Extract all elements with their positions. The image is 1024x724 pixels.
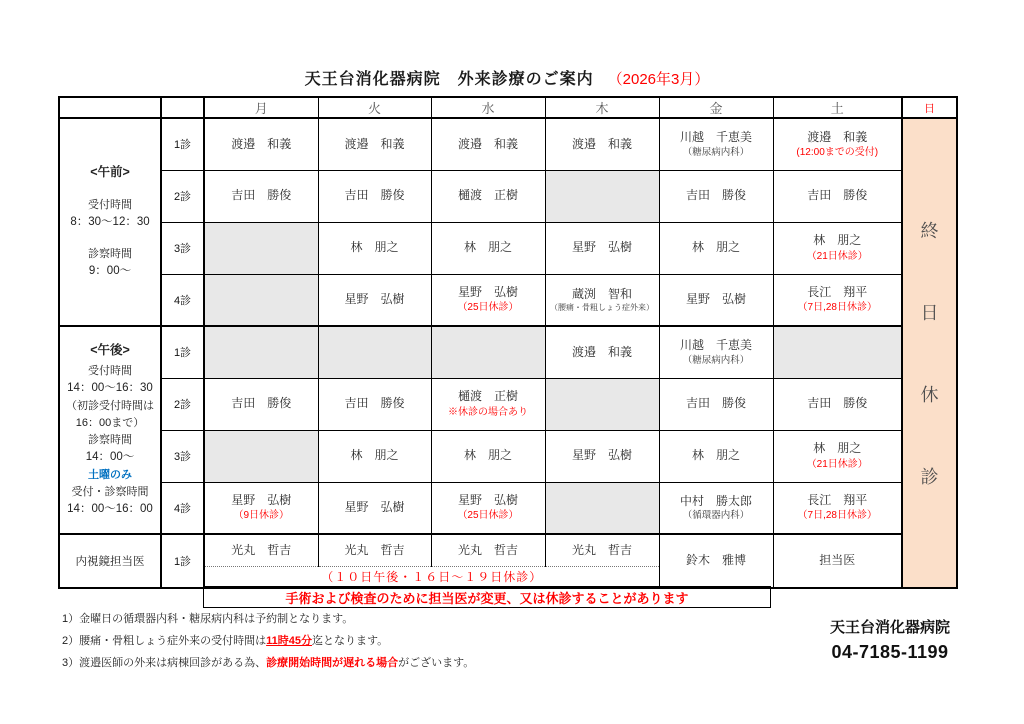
doctor-name: 光丸 哲吉 [571,542,632,557]
afternoon-saturday-only-label: 土曜のみ [88,468,132,481]
day-header-mon: 月 [204,97,318,118]
doctor-name: 林 朋之 [463,448,512,463]
doctor-name: 林 朋之 [350,448,399,463]
phone-number: 04-7185-1199 [831,642,949,662]
doctor-name: 長江 翔平 [807,493,868,508]
doctor-name: 中村 勝太郎 [679,493,752,508]
dept-note: （糖尿病内科） [682,146,750,158]
doctor-name: 林 朋之 [350,240,399,255]
dept-note: （糖尿病内科） [682,354,750,366]
doctor-name: 吉田 勝俊 [685,188,746,203]
empty-cell [545,482,659,534]
schedule-cell [545,118,659,170]
schedule-cell [431,430,545,482]
doctor-name: 吉田 勝俊 [685,396,746,411]
doctor-name: 星野 弘樹 [231,493,292,508]
doctor-name: 星野 弘樹 [571,448,632,463]
day-header-tue: 火 [318,97,431,118]
schedule-cell [318,534,431,566]
empty-cell [204,274,318,326]
doctor-name: 渡邉 和義 [571,136,632,151]
empty-cell [545,378,659,430]
footnote-3-highlight: 診療開始時間が遅れる場合 [266,657,399,669]
header-empty-label [59,97,161,118]
footnote-2 [62,630,474,652]
doctor-name: 吉田 勝俊 [807,188,868,203]
footnote-3-text: がございます。 [398,657,475,669]
doctor-name: 星野 弘樹 [457,493,518,508]
afternoon-info-line: 14：00～16：00 [67,502,153,515]
doctor-name: 林 朋之 [463,240,512,255]
afternoon-info-line: 16：00まで） [75,416,145,429]
doctor-name: 渡邉 和義 [571,344,632,359]
schedule-cell [773,274,902,326]
schedule-cell [431,378,545,430]
afternoon-info-line: （初診受付時間は [66,399,154,412]
slot-label: 4診 [161,482,204,534]
doctor-name: 鈴木 雅博 [685,553,746,568]
endoscopy-subnote: （１０日午後・１６日～１９日休診） [204,566,659,588]
footnotes [62,608,474,674]
doctor-name: 星野 弘樹 [457,285,518,300]
schedule-cell [318,430,431,482]
schedule-cell [659,534,773,588]
schedule-cell [545,534,659,566]
footnote-3-text: 3）渡邉医師の外来は病棟回診がある為、 [62,657,267,669]
day-header-sun: 日 [902,97,957,118]
afternoon-info-cell [59,326,161,534]
slot-label: 1診 [161,118,204,170]
hospital-name: 天王台消化器病院 [829,619,950,636]
doctor-name: 川越 千恵美 [679,338,752,353]
afternoon-info-line: 14：00～16：30 [67,381,153,394]
closed-note: （7日,28日休診） [797,510,877,522]
footer-contact [800,616,980,663]
slot-label: 3診 [161,430,204,482]
schedule-cell [545,222,659,274]
footnote-3 [62,652,474,674]
schedule-cell [204,378,318,430]
footnote-2-text: 2）腰痛・骨粗しょう症外来の受付時間は [62,635,267,647]
schedule-cell [659,378,773,430]
afternoon-info-line: 診察時間 [88,433,132,446]
schedule-cell [545,274,659,326]
closed-note: (12:00までの受付) [796,146,879,158]
doctor-name: 渡邉 和義 [807,129,868,144]
sunday-closed-cell [902,118,957,588]
slot-label: 1診 [161,534,204,588]
slot-label: 4診 [161,274,204,326]
morning-info-line: 受付時間 [88,198,132,211]
schedule-cell [204,534,318,566]
doctor-name: 林 朋之 [691,240,740,255]
sunday-closed-char: 診 [920,467,939,487]
doctor-name: 長江 翔平 [807,285,868,300]
schedule-cell [204,482,318,534]
afternoon-info-line: 受付時間 [88,364,132,377]
schedule-cell [773,482,902,534]
schedule-cell [318,378,431,430]
schedule-cell [659,326,773,378]
schedule-cell [773,170,902,222]
schedule-cell [773,378,902,430]
schedule-cell [545,430,659,482]
page-title [58,66,956,89]
sunday-closed-char: 休 [920,385,939,405]
closed-note: （25日休診） [457,510,519,522]
schedule-cell [431,222,545,274]
slot-label: 1診 [161,326,204,378]
schedule-cell [659,274,773,326]
afternoon-info-line: 受付・診察時間 [71,485,149,498]
doctor-name: 蔵渕 智和 [571,286,632,301]
schedule-cell [545,326,659,378]
slot-label: 3診 [161,222,204,274]
empty-cell [545,170,659,222]
doctor-name: 樋渡 正樹 [457,389,518,404]
schedule-cell [204,118,318,170]
surgery-change-notice: 手術および検査のために担当医が変更、又は休診することがあります [285,590,689,606]
schedule-cell [431,482,545,534]
doctor-name: 光丸 哲吉 [231,542,292,557]
afternoon-info-line: 14：00～ [85,450,135,463]
schedule-cell [773,430,902,482]
doctor-name: 吉田 勝俊 [231,396,292,411]
schedule-cell [773,534,902,588]
doctor-name: 光丸 哲吉 [344,542,405,557]
closed-note: （7日,28日休診） [797,302,877,314]
closed-note: （25日休診） [457,302,519,314]
footnote-2-text: 迄となります。 [312,635,389,647]
schedule-cell [659,118,773,170]
schedule-cell [659,170,773,222]
afternoon-header: <午後> [90,343,130,358]
schedule-cell [318,482,431,534]
empty-cell [431,326,545,378]
doctor-name: 担当医 [819,553,856,568]
doctor-name: 吉田 勝俊 [344,396,405,411]
morning-info-cell [59,118,161,326]
schedule-table [58,96,958,589]
day-header-fri: 金 [659,97,773,118]
schedule-cell [773,118,902,170]
doctor-name: 吉田 勝俊 [807,396,868,411]
morning-header: <午前> [90,165,130,180]
sunday-closed-char: 終 [920,221,939,241]
schedule-cell [204,170,318,222]
doctor-name: 林 朋之 [813,441,862,456]
schedule-cell [431,118,545,170]
doctor-name: 吉田 勝俊 [231,188,292,203]
schedule-cell [318,274,431,326]
morning-info-line: 8：30～12：30 [70,215,150,228]
doctor-name: 星野 弘樹 [685,292,746,307]
morning-info-line: 9：00～ [88,264,132,277]
title-period: （2026年3月） [607,71,710,88]
closed-note: （21日休診） [806,458,868,470]
day-header-thu: 木 [545,97,659,118]
doctor-name: 川越 千恵美 [679,130,752,145]
footnote-2-highlight: 11時45分 [266,635,312,647]
header-empty-slot [161,97,204,118]
endoscopy-label: 内視鏡担当医 [59,534,161,588]
doctor-name: 渡邉 和義 [457,136,518,151]
surgery-change-notice-box [203,586,771,608]
schedule-cell [318,170,431,222]
footnote-1: 1）金曜日の循環器内科・糖尿病内科は予約制となります。 [62,613,354,625]
doctor-name: 渡邉 和義 [344,136,405,151]
empty-cell [204,430,318,482]
schedule-cell [659,430,773,482]
slot-label: 2診 [161,170,204,222]
empty-cell [773,326,902,378]
closed-note: ※休診の場合あり [448,406,528,418]
empty-cell [204,326,318,378]
closed-note: （9日休診） [233,510,290,522]
doctor-name: 林 朋之 [691,448,740,463]
doctor-name: 渡邉 和義 [231,136,292,151]
schedule-cell [659,482,773,534]
schedule-cell [318,118,431,170]
empty-cell [318,326,431,378]
schedule-cell [431,170,545,222]
doctor-name: 星野 弘樹 [571,240,632,255]
sunday-closed-char: 日 [920,303,939,323]
doctor-name: 樋渡 正樹 [457,188,518,203]
doctor-name: 星野 弘樹 [344,292,405,307]
dept-note: （腰痛・骨粗しょう症外来） [550,303,654,313]
schedule-cell [431,534,545,566]
doctor-name: 吉田 勝俊 [344,188,405,203]
doctor-name: 林 朋之 [813,233,862,248]
morning-info-line: 診察時間 [88,247,132,260]
slot-label: 2診 [161,378,204,430]
closed-note: （21日休診） [806,250,868,262]
schedule-cell [431,274,545,326]
empty-cell [204,222,318,274]
dept-note: （循環器内科） [682,510,750,522]
schedule-cell [659,222,773,274]
day-header-sat: 土 [773,97,902,118]
schedule-cell [773,222,902,274]
doctor-name: 光丸 哲吉 [457,542,518,557]
doctor-name: 星野 弘樹 [344,500,405,515]
day-header-wed: 水 [431,97,545,118]
title-main: 天王台消化器病院 外来診療のご案内 [304,71,594,88]
sunday-closed-text [903,217,956,489]
schedule-cell [318,222,431,274]
